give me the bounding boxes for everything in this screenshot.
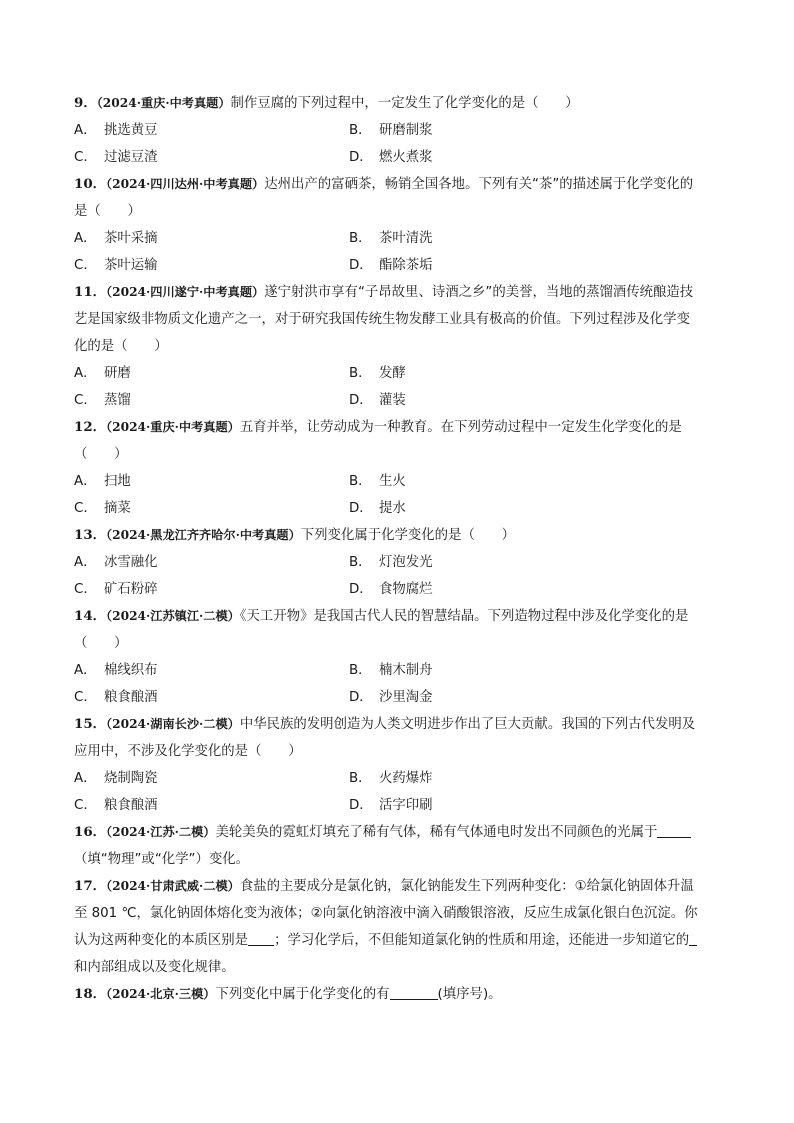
option-letter: A． — [74, 123, 97, 138]
answer-option[interactable] — [74, 387, 349, 414]
question-text: 应用中，不涉及化学变化的是（ ） — [74, 744, 302, 759]
option-text: 烧制陶瓷 — [104, 771, 158, 786]
question-line — [74, 414, 724, 441]
option-text: 粮食酿酒 — [104, 690, 158, 705]
question-text: （ ） — [74, 447, 128, 462]
option-text: 冰雪融化 — [104, 555, 158, 570]
answer-option[interactable] — [349, 495, 624, 522]
question-text: 食盐的主要成分是氯化钠，氯化钠能发生下列两种变化：①给氯化钠固体升温 — [239, 879, 694, 894]
option-letter: D． — [349, 258, 373, 273]
option-text: 火药爆炸 — [379, 771, 433, 786]
answer-option[interactable] — [349, 765, 624, 792]
option-text: 提水 — [379, 501, 406, 516]
option-text: 燃火煮浆 — [379, 150, 433, 165]
question-line — [74, 441, 724, 468]
option-text: 楠木制舟 — [379, 663, 433, 678]
q17-line-2 — [74, 900, 724, 927]
answer-option[interactable] — [349, 657, 624, 684]
option-text: 茶叶清洗 — [379, 231, 433, 246]
question-source: （2024·重庆·中考真题） — [106, 420, 240, 434]
options-row — [74, 549, 724, 576]
options-row — [74, 495, 724, 522]
answer-option[interactable] — [349, 468, 624, 495]
question-line — [74, 333, 724, 360]
question-text: 美轮美奂的霓虹灯填充了稀有气体，稀有气体通电时发出不同颜色的光属于 — [215, 825, 658, 840]
question-text: 遂宁射洪市享有“子昂故里、诗酒之乡”的美誉，当地的蒸馏酒传统酿造技 — [264, 285, 694, 300]
option-text: 研磨 — [104, 366, 131, 381]
option-letter: C． — [74, 582, 97, 597]
option-letter: C． — [74, 258, 97, 273]
option-letter: C． — [74, 690, 97, 705]
q17-line-4 — [74, 954, 724, 981]
question-text: 是（ ） — [74, 204, 141, 219]
option-letter: A． — [74, 231, 97, 246]
fill-in-questions — [74, 819, 724, 1008]
option-text: 食物腐烂 — [379, 582, 433, 597]
option-letter: A． — [74, 555, 97, 570]
question-source: （2024·重庆·中考真题） — [96, 96, 231, 110]
question-line — [74, 90, 724, 117]
question-source: （2024·黑龙江齐齐哈尔·中考真题） — [106, 528, 301, 542]
option-letter: B． — [349, 231, 372, 246]
answer-option[interactable] — [349, 549, 624, 576]
answer-option[interactable] — [349, 117, 624, 144]
option-letter: A． — [74, 474, 97, 489]
answer-option[interactable] — [74, 144, 349, 171]
question-text: 达州出产的富硒茶，畅销全国各地。下列有关“茶”的描述属于化学变化的 — [264, 177, 694, 192]
answer-option[interactable] — [74, 765, 349, 792]
question-number: 13． — [74, 527, 107, 543]
answer-option[interactable] — [74, 495, 349, 522]
question-number: 11． — [74, 284, 107, 300]
option-text: 摘菜 — [104, 501, 131, 516]
question-text: 五育并举，让劳动成为一种教育。在下列劳动过程中一定发生化学变化的是 — [239, 420, 682, 435]
option-text: 蒸馏 — [104, 393, 131, 408]
worksheet-page — [74, 90, 724, 819]
question-line — [74, 171, 724, 198]
option-letter: C． — [74, 150, 97, 165]
options-row — [74, 684, 724, 711]
answer-option[interactable] — [349, 792, 624, 819]
question-text: 认为这两种变化的本质区别是 — [74, 933, 249, 948]
answer-option[interactable] — [74, 792, 349, 819]
answer-blank[interactable] — [248, 930, 274, 946]
option-letter: B． — [349, 555, 372, 570]
question-text: 艺是国家级非物质文化遗产之一，对于研究我国传统生物发酵工业具有极高的价值。下列过程涉及化学变 — [74, 312, 690, 327]
option-text: 茶叶采摘 — [104, 231, 158, 246]
question-text: 下列变化中属于化学变化的有 — [215, 987, 390, 1002]
answer-option[interactable] — [74, 468, 349, 495]
answer-option[interactable] — [74, 225, 349, 252]
option-text: 挑选黄豆 — [104, 123, 158, 138]
question-source: （2024·甘肃武威·二模） — [106, 879, 240, 893]
answer-option[interactable] — [349, 576, 624, 603]
option-letter: B． — [349, 663, 372, 678]
question-line — [74, 198, 724, 225]
question-line — [74, 522, 724, 549]
answer-option[interactable] — [74, 549, 349, 576]
question-text: 制作豆腐的下列过程中，一定发生了化学变化的是（ ） — [230, 96, 579, 111]
option-text: 茶叶运输 — [104, 258, 158, 273]
answer-blank[interactable] — [689, 930, 697, 946]
answer-option[interactable] — [74, 117, 349, 144]
question-number: 17． — [74, 878, 107, 894]
options-row — [74, 657, 724, 684]
answer-option[interactable] — [74, 684, 349, 711]
question-number: 10． — [74, 176, 107, 192]
question-line — [74, 738, 724, 765]
options-row — [74, 144, 724, 171]
answer-option[interactable] — [349, 144, 624, 171]
option-letter: B． — [349, 474, 372, 489]
answer-option[interactable] — [74, 657, 349, 684]
q18-line-1 — [74, 981, 724, 1008]
answer-blank[interactable] — [390, 984, 438, 1000]
question-source: （2024·江苏·二模） — [106, 825, 216, 839]
question-text: (填序号)。 — [437, 987, 502, 1002]
answer-option[interactable] — [349, 225, 624, 252]
question-text: 下列变化属于化学变化的是（ ） — [300, 528, 516, 543]
q16-line-2 — [74, 846, 724, 873]
question-number: 14． — [74, 608, 107, 624]
option-text: 沙里淘金 — [379, 690, 433, 705]
question-line — [74, 279, 724, 306]
answer-option[interactable] — [349, 684, 624, 711]
option-letter: D． — [349, 798, 373, 813]
option-letter: A． — [74, 771, 97, 786]
option-letter: B． — [349, 123, 372, 138]
question-number: 9． — [74, 95, 97, 111]
option-text: 灯泡发光 — [379, 555, 433, 570]
question-text: 中华民族的发明创造为人类文明进步作出了巨大贡献。我国的下列古代发明及 — [239, 717, 696, 732]
options-row — [74, 792, 724, 819]
answer-option[interactable] — [74, 576, 349, 603]
options-row — [74, 117, 724, 144]
q16-line-1 — [74, 819, 724, 846]
question-source: （2024·四川达州·中考真题） — [106, 177, 265, 191]
question-text: ；学习化学后，不但能知道氯化钠的性质和用途，还能进一步知道它的 — [274, 933, 690, 948]
question-source: （2024·北京·三模） — [106, 987, 216, 1001]
option-letter: B． — [349, 771, 372, 786]
option-text: 酯除茶垢 — [379, 258, 433, 273]
option-letter: B． — [349, 366, 372, 381]
option-text: 棉线织布 — [104, 663, 158, 678]
question-line — [74, 603, 724, 630]
options-row — [74, 765, 724, 792]
q17-line-3 — [74, 927, 724, 954]
options-row — [74, 468, 724, 495]
option-text: 生火 — [379, 474, 406, 489]
question-text: （ ） — [74, 636, 128, 651]
option-text: 灌装 — [379, 393, 406, 408]
question-number: 18． — [74, 986, 107, 1002]
answer-option[interactable] — [349, 360, 624, 387]
option-letter: D． — [349, 501, 373, 516]
options-row — [74, 225, 724, 252]
options-row — [74, 252, 724, 279]
question-number: 16． — [74, 824, 107, 840]
option-text: 活字印刷 — [379, 798, 433, 813]
option-letter: C． — [74, 798, 97, 813]
question-line — [74, 630, 724, 657]
option-letter: D． — [349, 393, 373, 408]
question-source: （2024·湖南长沙·二模） — [106, 717, 240, 731]
option-text: 扫地 — [104, 474, 131, 489]
question-text: 和内部组成以及变化规律。 — [74, 960, 235, 975]
option-text: 研磨制浆 — [379, 123, 433, 138]
question-source: （2024·四川遂宁·中考真题） — [106, 285, 265, 299]
option-letter: A． — [74, 366, 97, 381]
option-letter: C． — [74, 501, 97, 516]
question-number: 12． — [74, 419, 107, 435]
option-letter: D． — [349, 582, 373, 597]
options-row — [74, 387, 724, 414]
question-text: 至 801 ℃，氯化钠固体熔化变为液体；②向氯化钠溶液中滴入硝酸银溶液，反应生成氯化银白色沉淀。你 — [74, 906, 698, 921]
options-row — [74, 576, 724, 603]
answer-option[interactable] — [349, 252, 624, 279]
question-line — [74, 711, 724, 738]
q17-line-1 — [74, 873, 724, 900]
answer-option[interactable] — [349, 387, 624, 414]
question-number: 15． — [74, 716, 107, 732]
answer-blank[interactable] — [657, 822, 691, 838]
option-text: 过滤豆渣 — [104, 150, 158, 165]
option-text: 粮食酿酒 — [104, 798, 158, 813]
question-text: （填“物理”或“化学”）变化。 — [74, 852, 250, 867]
option-letter: A． — [74, 663, 97, 678]
answer-option[interactable] — [74, 360, 349, 387]
option-letter: C． — [74, 393, 97, 408]
option-text: 矿石粉碎 — [104, 582, 158, 597]
question-text: 化的是（ ） — [74, 339, 168, 354]
answer-option[interactable] — [74, 252, 349, 279]
question-source: （2024·江苏镇江·二模） — [106, 609, 240, 623]
option-letter: D． — [349, 690, 373, 705]
options-row — [74, 360, 724, 387]
option-letter: D． — [349, 150, 373, 165]
question-text: 《天工开物》是我国古代人民的智慧结晶。下列造物过程中涉及化学变化的是 — [239, 609, 689, 624]
option-text: 发酵 — [379, 366, 406, 381]
question-line — [74, 306, 724, 333]
